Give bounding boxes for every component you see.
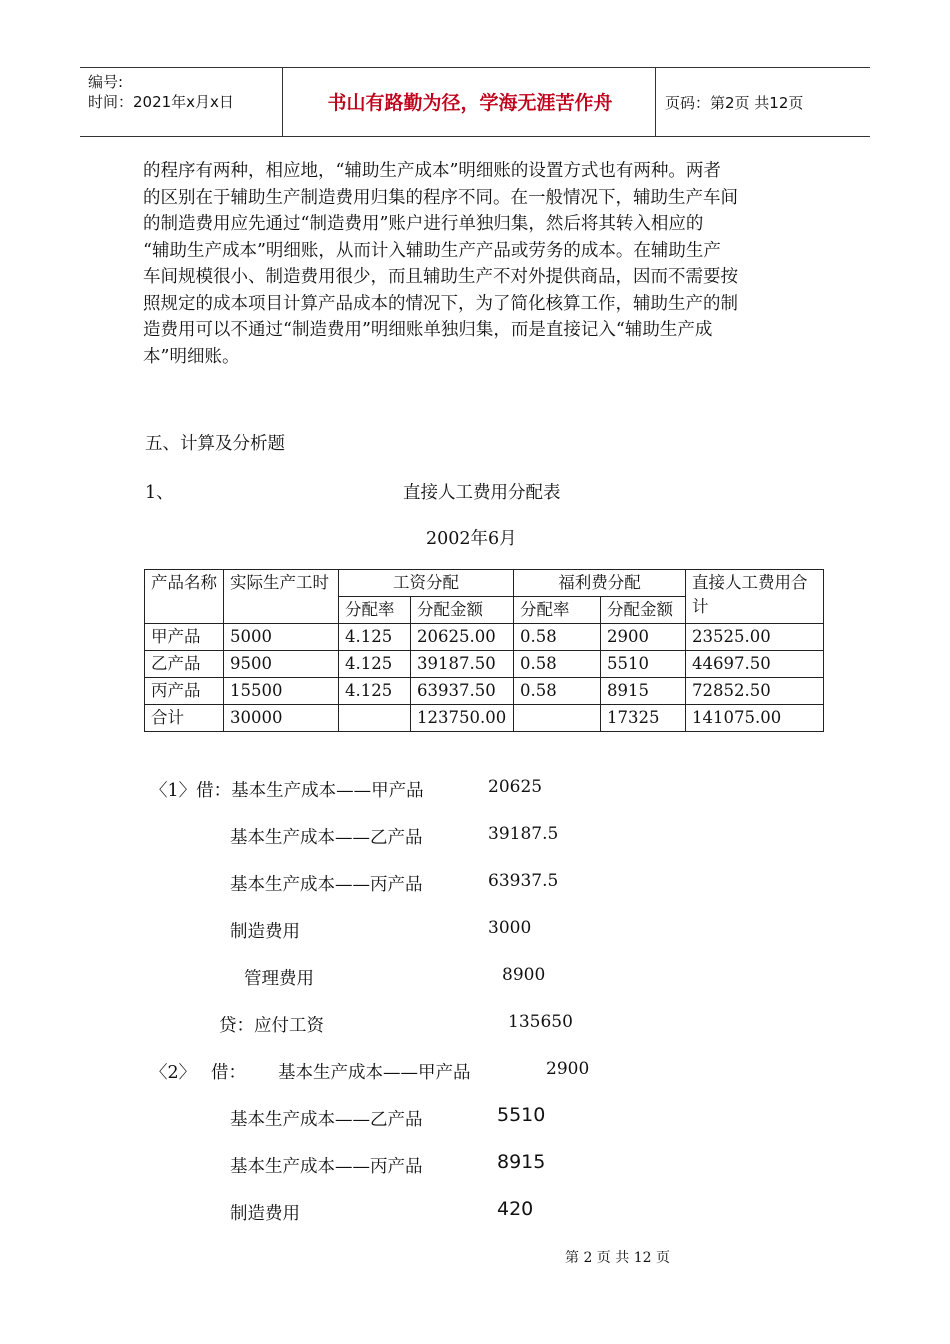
cell-total: 141075.00 — [686, 705, 824, 732]
cell-wage-rate — [339, 705, 411, 732]
header-divider — [655, 68, 656, 136]
entry1-label: 〈1〉借：基本生产成本——甲产品 — [150, 781, 424, 801]
cell-wage-amount: 123750.00 — [411, 705, 514, 732]
entry1-line: 管理费用 — [244, 969, 314, 989]
cell-wage-rate: 4.125 — [339, 651, 411, 678]
header-wage-amount: 分配金额 — [411, 597, 514, 624]
cell-total: 44697.50 — [686, 651, 824, 678]
cell-hours: 5000 — [224, 624, 339, 651]
entry1-amount: 3000 — [488, 918, 532, 938]
section-title: 五、计算及分析题 — [145, 434, 285, 454]
cell-wage-amount: 63937.50 — [411, 678, 514, 705]
header-welfare-amount: 分配金额 — [601, 597, 686, 624]
number-label: 编号: — [88, 73, 124, 91]
cell-welfare-rate — [514, 705, 601, 732]
cell-welfare-amount: 5510 — [601, 651, 686, 678]
header-motto: 书山有路勤为径，学海无涯苦作舟 — [327, 92, 613, 114]
body-paragraph — [143, 158, 823, 370]
entry1-amount: 20625 — [488, 777, 543, 797]
cell-welfare-amount: 2900 — [601, 624, 686, 651]
paragraph-line: 造费用可以不通过“制造费用”明细账单独归集，而是直接记入“辅助生产成 — [143, 320, 713, 340]
header-hours: 实际生产工时 — [224, 570, 339, 624]
entry2-line: 基本生产成本——甲产品 — [278, 1063, 471, 1083]
question-number: 1、 — [145, 483, 174, 503]
labor-cost-table — [144, 569, 824, 732]
cell-total: 72852.50 — [686, 678, 824, 705]
table-row — [145, 651, 824, 678]
cell-wage-amount: 39187.50 — [411, 651, 514, 678]
table-row — [145, 705, 824, 732]
entry1-amount: 8900 — [502, 965, 546, 985]
paragraph-line: 车间规模很小、制造费用很少，而且辅助生产不对外提供商品，因而不需要按 — [143, 267, 738, 287]
entry2-debit: 借： — [211, 1063, 246, 1083]
entry2-amount: 420 — [497, 1198, 534, 1220]
entry2-number: 〈2〉 — [150, 1063, 197, 1083]
cell-wage-amount: 20625.00 — [411, 624, 514, 651]
entry1-amount: 39187.5 — [488, 824, 559, 844]
cell-welfare-rate: 0.58 — [514, 651, 601, 678]
cell-hours: 30000 — [224, 705, 339, 732]
header-welfare: 福利费分配 — [514, 570, 686, 597]
table-row — [145, 678, 824, 705]
cell-total: 23525.00 — [686, 624, 824, 651]
header-product: 产品名称 — [145, 570, 224, 624]
cell-wage-rate: 4.125 — [339, 678, 411, 705]
cell-product: 合计 — [145, 705, 224, 732]
entry2-line: 基本生产成本——丙产品 — [230, 1157, 423, 1177]
cell-hours: 9500 — [224, 651, 339, 678]
entry2-line: 制造费用 — [230, 1204, 300, 1224]
entry1-amount: 63937.5 — [488, 871, 559, 891]
entry1-line: 制造费用 — [230, 922, 300, 942]
entry1-line: 基本生产成本——乙产品 — [230, 828, 423, 848]
page-footer: 第 2 页 共 12 页 — [565, 1250, 670, 1266]
cell-welfare-rate: 0.58 — [514, 624, 601, 651]
page-code: 页码：第2页 共12页 — [665, 94, 804, 112]
cell-product: 乙产品 — [145, 651, 224, 678]
cell-hours: 15500 — [224, 678, 339, 705]
entry1-line: 基本生产成本——丙产品 — [230, 875, 423, 895]
header-wage-rate: 分配率 — [339, 597, 411, 624]
paragraph-line: “辅助生产成本”明细账，从而计入辅助生产产品或劳务的成本。在辅助生产 — [143, 240, 721, 261]
paragraph-line: 的程序有两种，相应地，“辅助生产成本”明细账的设置方式也有两种。两者 — [143, 161, 721, 181]
entry2-amount: 2900 — [546, 1059, 590, 1079]
header-meta — [88, 72, 234, 112]
paragraph-line: 本”明细账。 — [143, 346, 240, 367]
header-welfare-rate: 分配率 — [514, 597, 601, 624]
cell-product: 丙产品 — [145, 678, 224, 705]
entry2-amount: 5510 — [497, 1104, 546, 1126]
table-date: 2002年6月 — [426, 529, 517, 549]
page-header — [80, 67, 870, 137]
cell-product: 甲产品 — [145, 624, 224, 651]
paragraph-line: 照规定的成本项目计算产品成本的情况下，为了简化核算工作，辅助生产的制 — [143, 293, 738, 314]
table-row — [145, 624, 824, 651]
header-divider — [282, 68, 283, 136]
entry2-amount: 8915 — [497, 1151, 546, 1173]
cell-welfare-rate: 0.58 — [514, 678, 601, 705]
cell-wage-rate: 4.125 — [339, 624, 411, 651]
paragraph-line: 的区别在于辅助生产制造费用归集的程序不同。在一般情况下，辅助生产车间 — [143, 187, 738, 208]
entry1-credit: 贷：应付工资 — [219, 1016, 324, 1036]
header-wage: 工资分配 — [339, 570, 514, 597]
table-title: 直接人工费用分配表 — [403, 483, 561, 503]
cell-welfare-amount: 8915 — [601, 678, 686, 705]
entry2-line: 基本生产成本——乙产品 — [230, 1110, 423, 1130]
paragraph-line: 的制造费用应先通过“制造费用”账户进行单独归集，然后将其转入相应的 — [143, 214, 704, 234]
time-label: 时间：2021年x月x日 — [88, 93, 234, 111]
header-total: 直接人工费用合计 — [686, 570, 824, 624]
cell-welfare-amount: 17325 — [601, 705, 686, 732]
entry1-amount: 135650 — [508, 1012, 573, 1032]
